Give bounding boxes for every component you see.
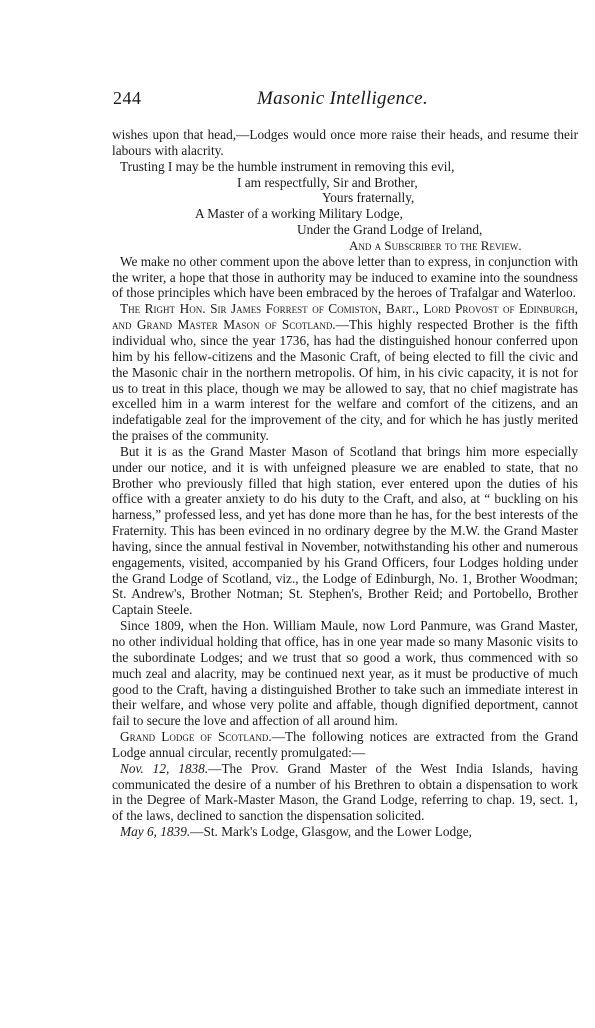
grand-master-paragraph: But it is as the Grand Master Mason of Scotland that brings him more especially under our notice, and it is with unfeigned pleasure we are enabled to state, that no Brother who previously filled that high station, ever entered upon the duties of his office with a greater anxiety to do his duty to the Craft, and also, at “ buckling on his harness,” professed less, and yet has done more than he has, for the best interests of the Fraternity. This has been evinced in no ordinary degree by the M.W. the Grand Master having, since the annual festival in November, notwithstanding his other and numerous engagements, visited, accompanied by his Grand Officers, four Lodges holding under the Grand Lodge of Scotland, viz., the Lodge of Edinburgh, No. 1, Brother Woodman; St. Andrew's, Brother Notman; St. Stephen's, Brother Reid; and Portobello, Brother Captain Steele. bbox=[112, 443, 578, 618]
may-1839-text: —St. Mark's Lodge, Glasgow, and the Lower Lodge, bbox=[190, 824, 472, 840]
nov-1838-date: Nov. 12, 1838. bbox=[120, 760, 209, 776]
forrest-text: —This highly respected Brother is the fifth individual who, since the year 1736, has had the distinguished honour conferred upon him by his fellow-citizens and the Masonic Craft, of being elected to fill the civic and the Masonic chair in the northern metropolis. Of him, in his civic capacity, it is not for us to treat in this place, though we may be allowed to say, that no chief magistrate has excelled him in a warm interest for the welfare and comfort of the citizens, and an indefatigable zeal for the improvement of the city, and for which he has justly merited the praises of the community. bbox=[112, 317, 578, 444]
signature-line-3: A Master of a working Military Lodge, bbox=[195, 206, 403, 222]
grand-lodge-paragraph bbox=[112, 729, 578, 761]
nov-1838-text: —The Prov. Grand Master of the West India Islands, having communicated the desire of a number of his Brethren to obtain a dispensation to work in the Degree of Mark-Master Mason, the Grand Lodge, referring to chap. 19, sect. 1, of the laws, declined to sanction the dispensation solicited. bbox=[112, 760, 578, 824]
signature-line-1: I am respectfully, Sir and Brother, bbox=[237, 174, 418, 190]
editorial-comment-paragraph: We make no other comment upon the above letter than to express, in conjunction with the writer, a hope that those in authority may be induced to examine into the soundness of those principles which have been embraced by the heroes of Trafalgar and Waterloo. bbox=[112, 253, 578, 301]
nov-1838-paragraph bbox=[112, 761, 578, 824]
may-1839-paragraph bbox=[112, 824, 578, 840]
grand-lodge-heading: Grand Lodge of Scotland. bbox=[120, 729, 272, 745]
forrest-paragraph bbox=[112, 301, 578, 444]
page-body bbox=[112, 127, 578, 840]
letter-closing-paragraph: wishes upon that head,—Lodges would once more raise their heads, and resume their labours with alacrity. bbox=[112, 127, 578, 158]
since-1809-paragraph: Since 1809, when the Hon. William Maule, now Lord Panmure, was Grand Master, no other individual holding that office, has in one year made so many Masonic visits to the subordinate Lodges; and we trust that so good a work, thus commenced with so much zeal and alacrity, may be continued next year, as it must be productive of much good to the Craft, having a distinguished Brother to take such an immediate interest in their welfare, and whose very polite and affable, though dignified deportment, cannot fail to secure the love and affection of all around him. bbox=[112, 618, 578, 729]
signature-line-4: Under the Grand Lodge of Ireland, bbox=[297, 222, 483, 238]
may-1839-date: May 6, 1839. bbox=[120, 824, 191, 840]
signature-line-5: And a Subscriber to the Review. bbox=[349, 237, 522, 253]
page-header bbox=[113, 88, 473, 114]
forrest-heading: The Right Hon. Sir James Forrest of Comiston, Bart., Lord Provost of Edinburgh, and Grand Master Mason of Scotland. bbox=[112, 301, 578, 333]
page-number: 244 bbox=[113, 88, 142, 108]
grand-lodge-text: —The following notices are extracted from the Grand Lodge annual circular, recently promulgated:— bbox=[112, 729, 578, 760]
letter-trusting-line: Trusting I may be the humble instrument in removing this evil, bbox=[120, 158, 455, 174]
signature-line-2: Yours fraternally, bbox=[322, 190, 415, 206]
running-head: Masonic Intelligence. bbox=[257, 88, 428, 109]
